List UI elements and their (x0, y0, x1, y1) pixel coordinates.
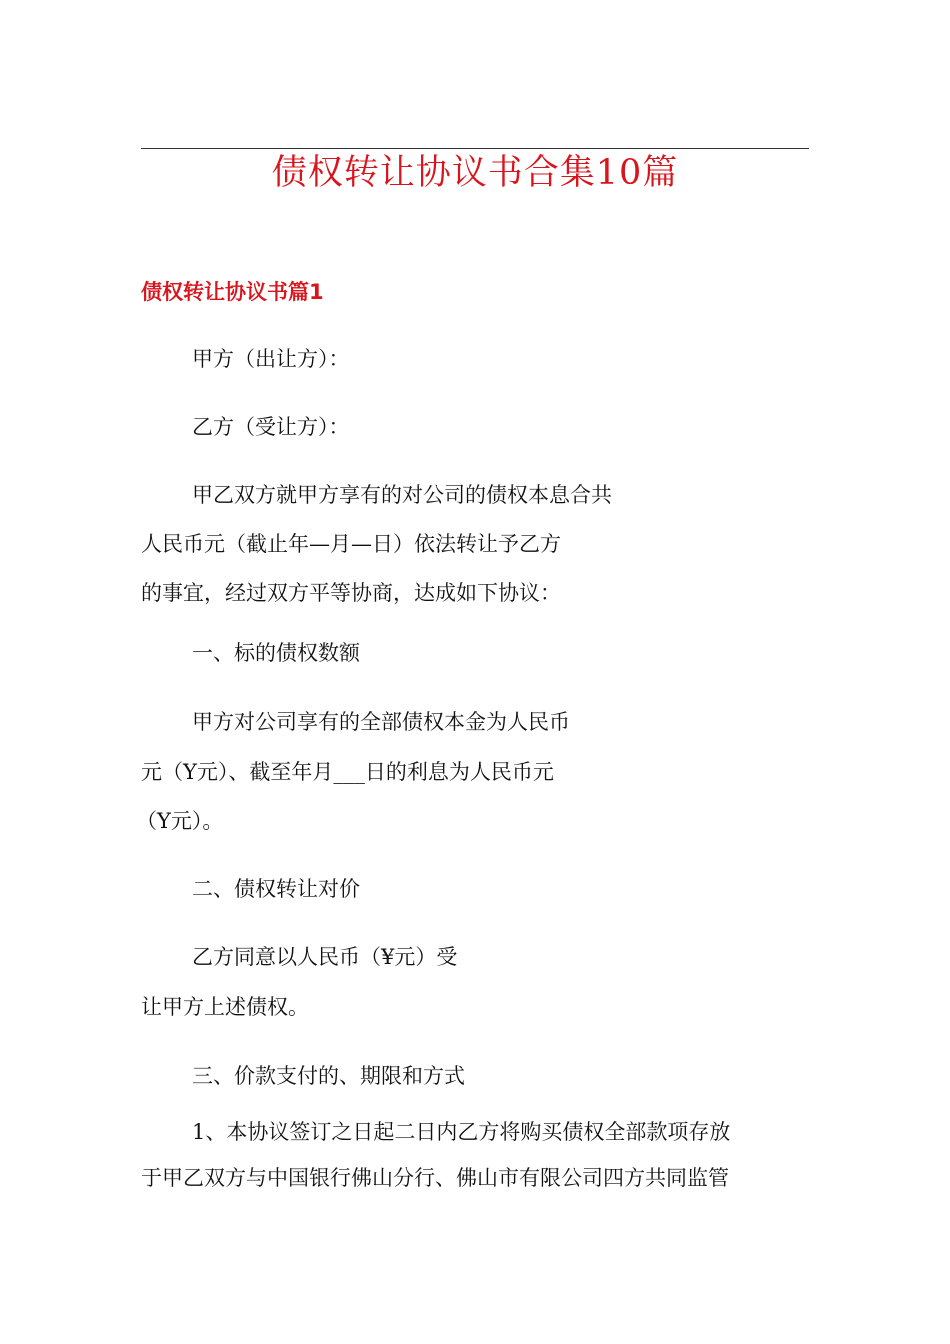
paragraph-line: 乙方同意以人民币（¥元）受 (192, 945, 458, 969)
paragraph-line: 甲乙双方就甲方享有的对公司的债权本息合共 (192, 483, 612, 507)
clause-heading: 一、标的债权数额 (192, 641, 360, 665)
paragraph-line: 人民币元（截止年—月—日）依法转让予乙方 (141, 532, 561, 556)
section-heading: 债权转让协议书篇1 (141, 280, 324, 304)
paragraph-line: 于甲乙双方与中国银行佛山分行、佛山市有限公司四方共同监管 (141, 1166, 729, 1190)
paragraph-line: 让甲方上述债权。 (141, 995, 309, 1019)
paragraph-line: 甲方对公司享有的全部债权本金为人民币 (192, 710, 570, 734)
party-b-line: 乙方（受让方）： (192, 415, 350, 439)
clause-heading: 三、价款支付的、期限和方式 (192, 1064, 465, 1088)
paragraph-line: 的事宜，经过双方平等协商，达成如下协议： (141, 581, 561, 605)
paragraph-line: 1、本协议签订之日起二日内乙方将购买债权全部款项存放 (192, 1120, 731, 1144)
paragraph-line: （Y元）。 (136, 809, 224, 833)
document-title: 债权转让协议书合集10篇 (271, 153, 679, 193)
header-rule (141, 148, 809, 149)
party-a-line: 甲方（出让方）： (192, 347, 350, 371)
clause-heading: 二、债权转让对价 (192, 877, 360, 901)
paragraph-line: 元（Y元）、截至年月___日的利息为人民币元 (141, 760, 554, 784)
